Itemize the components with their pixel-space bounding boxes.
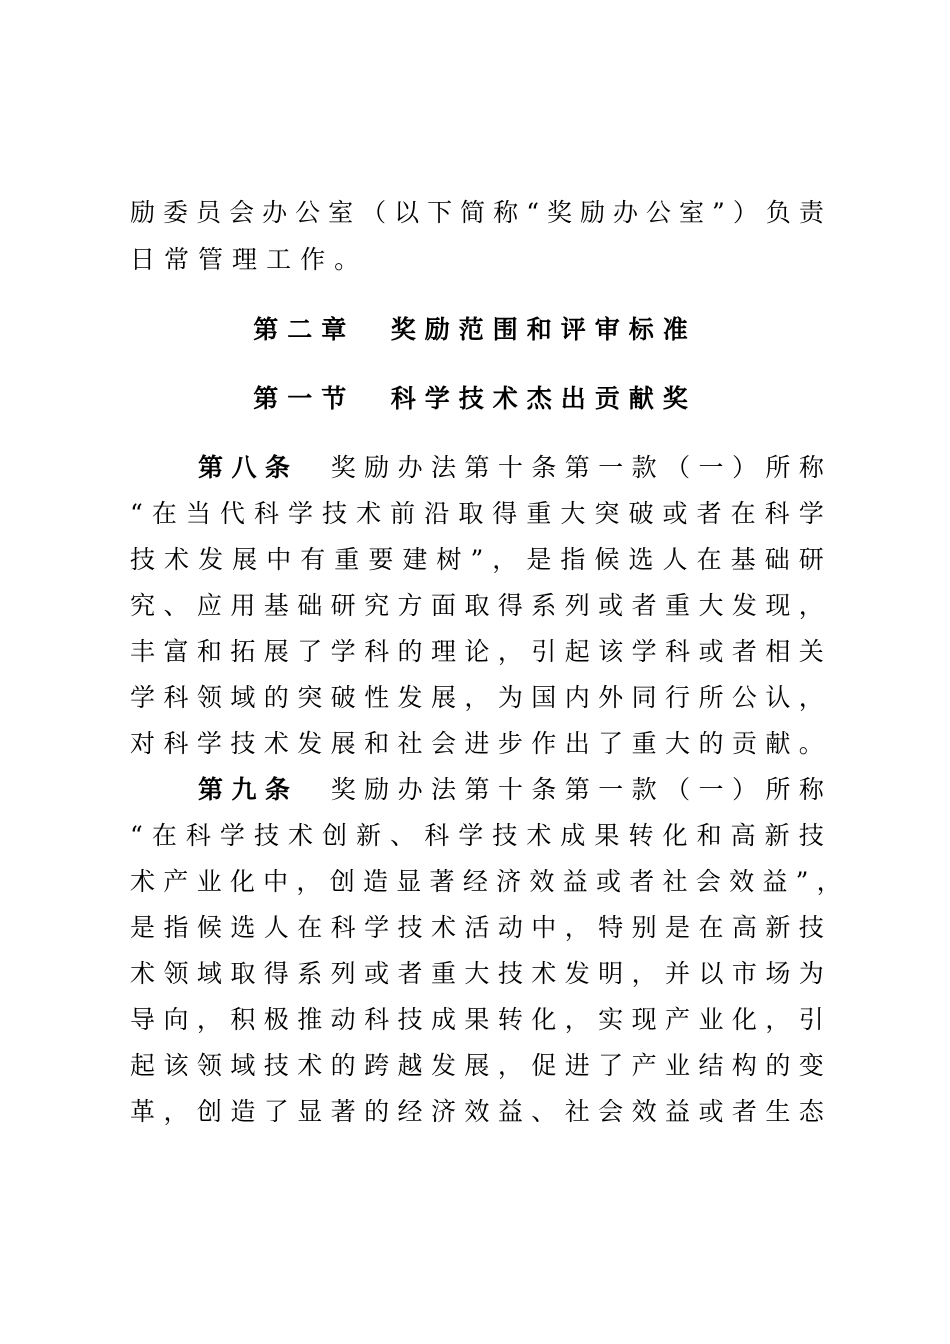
text-line: 励 委 员 会 办 公 室 （ 以 下 简 称 “ 奖 励 办 公 室 ” ） 负 责	[130, 198, 824, 227]
text-line: 术 产 业 化 中 ， 创 造 显 著 经 济 效 益 或 者 社 会 效 益 ” ，	[130, 867, 842, 896]
text-line: 技 术 发 展 中 有 重 要 建 树 ” ， 是 指 候 选 人 在 基 础 研	[130, 545, 824, 574]
text-line: “ 在 当 代 科 学 技 术 前 沿 取 得 重 大 突 破 或 者 在 科 学	[130, 499, 824, 528]
text-line: 丰 富 和 拓 展 了 学 科 的 理 论 ， 引 起 该 学 科 或 者 相 关	[130, 637, 824, 666]
text-line: 学 科 领 域 的 突 破 性 发 展 ， 为 国 内 外 同 行 所 公 认 ，	[130, 683, 824, 712]
text-line: 起 该 领 域 技 术 的 跨 越 发 展 ， 促 进 了 产 业 结 构 的 变	[130, 1051, 824, 1080]
text-line: 革 ， 创 造 了 显 著 的 经 济 效 益 、 社 会 效 益 或 者 生 态	[130, 1097, 824, 1126]
text-line: “ 在 科 学 技 术 创 新 、 科 学 技 术 成 果 转 化 和 高 新 技	[130, 821, 824, 850]
text-line: 术 领 域 取 得 系 列 或 者 重 大 技 术 发 明 ， 并 以 市 场 为	[130, 959, 824, 988]
chapter-heading: 第二章 奖励范围和评审标准	[253, 315, 697, 344]
article-first-line: 第 八 条 奖 励 办 法 第 十 条 第 一 款 （ 一 ） 所 称	[198, 453, 824, 482]
article-first-line: 第 九 条 奖 励 办 法 第 十 条 第 一 款 （ 一 ） 所 称	[198, 775, 824, 804]
text-line: 对 科 学 技 术 发 展 和 社 会 进 步 作 出 了 重 大 的 贡 献 。	[130, 729, 824, 758]
section-heading: 第一节 科学技术杰出贡献奖	[253, 384, 697, 413]
text-line: 日 常 管 理 工 作 。	[130, 245, 360, 274]
text-line: 导 向 ， 积 极 推 动 科 技 成 果 转 化 ， 实 现 产 业 化 ， 引	[130, 1005, 824, 1034]
text-line: 是 指 候 选 人 在 科 学 技 术 活 动 中 ， 特 别 是 在 高 新 技	[130, 913, 824, 942]
text-line: 究 、 应 用 基 础 研 究 方 面 取 得 系 列 或 者 重 大 发 现 ，	[130, 591, 824, 620]
